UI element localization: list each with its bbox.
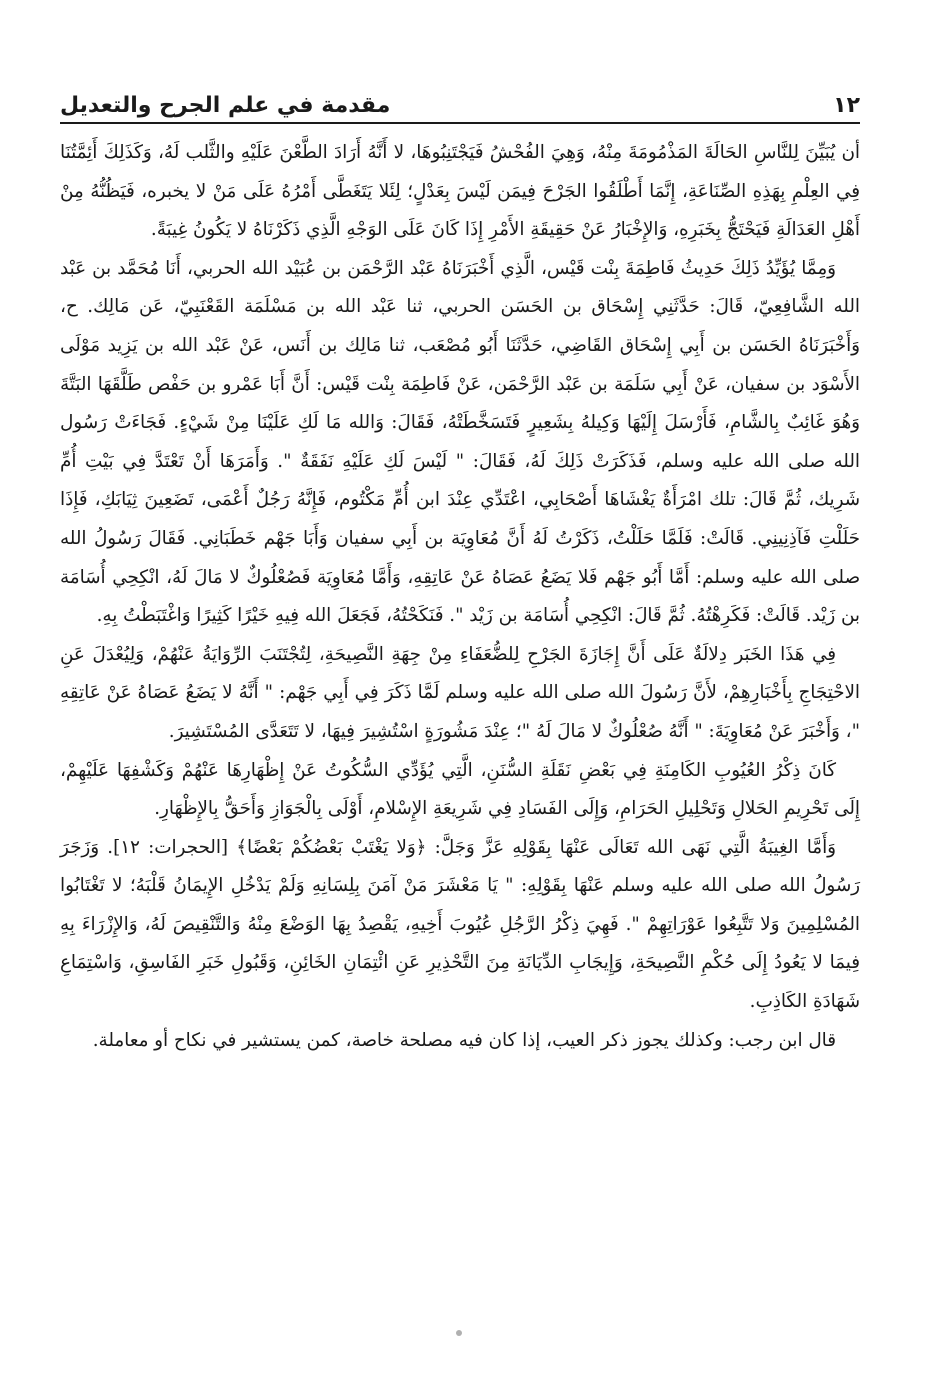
paragraph: قال ابن رجب: وكذلك يجوز ذكر العيب، إذا كان فيه مصلحة خاصة، كمن يستشير في نكاح أو معاملة. bbox=[92, 1029, 836, 1051]
paragraph: فِي هَذَا الخَبَر دِلالَةٌ عَلَى أَنَّ إِجَازَةَ الجَرْحِ لِلضُّعَفَاءِ مِنْ جِهَةِ النَّصِيحَةِ، لِتُجْتَنَبَ الرِّوَايَةُ عَنْهُمْ، وَلِيُعْدَلَ عَنِ الاحْتِجَاجِ بِأَخْبَارِهِمْ، لأَنَّ رَسُولَ الله صلى الله عليه وسلم لَمَّا ذَكَرَ فِي أَبِي جَهْم: " أَنَّهُ لا يَضَعُ عَصَاهُ عَنْ عَاتِقِهِ "، وَأَخْبَرَ عَنْ مُعَاوِيَةَ: " أَنَّهُ صُعْلُوكٌ لا مَالَ لَهُ "؛ عِنْدَ مَشُورَةٍ اسْتُشِيرَ فِيهَا، لا تَتَعَدَّى المُسْتَشِيرَ. bbox=[60, 643, 860, 742]
body-text bbox=[60, 134, 860, 1060]
running-title: مقدمة في علم الجرح والتعديل bbox=[60, 93, 391, 118]
running-header bbox=[60, 84, 860, 118]
paragraph: كَانَ ذِكْرُ العُيُوبِ الكَامِنَةِ فِي بَعْضِ نَقَلَةِ السُّنَنِ، الَّتِي يُؤَدِّي السُّكُوتُ عَنْ إِظْهَارِهَا عَنْهُمْ وَكَشْفِهَا عَلَيْهِمْ، إِلَى تَحْرِيمِ الحَلالِ وَتَحْلِيلِ الحَرَامِ، وَإِلَى الفَسَادِ فِي شَرِيعَةِ الإِسْلامِ، أَوْلَى بِالْجَوَازِ وَأَحَقُّ بِالإِظْهَارِ. bbox=[60, 759, 860, 820]
paragraph: أن يُبَيِّنَ لِلنَّاسِ الحَالَةَ المَذْمُومَةَ مِنْهُ، وَهِيَ الفُحْشُ فَيَجْتَنِبُوهَا، لا أَنَّهُ أَرَادَ الطَّعْنَ عَلَيْهِ والثَّلب لَهُ، وَكَذَلِكَ أَئِمَّتُنَا فِي العِلْمِ بِهَذِهِ الصِّنَاعَةِ، إِنَّمَا أَطْلَقُوا الجَرْحَ فِيمَن لَيْسَ بِعَدْلٍ؛ لِئَلا يَتَغَطَّى أَمْرُهُ عَلَى مَنْ لا يخبره، فَيَظُنُّهُ مِنْ أَهْلِ العَدَالَةِ فَيَحْتَجُّ بِخَبَرِهِ، وَالإِخْبَارُ عَنْ حَقِيقَةِ الأَمْرِ إِذَا كَانَ عَلَى الوَجْهِ الَّذِي ذَكَرْنَاهُ لا يَكُونُ غِيبَةً. bbox=[60, 142, 860, 241]
header-rule bbox=[60, 122, 860, 124]
scan-dot bbox=[456, 1330, 462, 1336]
paragraph: وَمِمَّا يُؤَيِّدُ ذَلِكَ حَدِيثُ فَاطِمَةَ بِنْت قَيْس، الَّذِي أَخْبَرَنَاهُ عَبْد الرَّحْمَن بن عُبَيْد الله الحربي، أَنَا مُحَمَّد بن عَبْد الله الشَّافِعِيّ، قَالَ: حَدَّثَنِي إِسْحَاق بن الحَسَن الحربي، ثنا عَبْد الله بن مَسْلَمَة القَعْنَبِيّ، عَن مَالِك. ح، وَأَخْبَرَنَاهُ الحَسَن بن أَبِي إِسْحَاق القَاضِي، حَدَّثَنَا أَبُو مُصْعَب، ثنا مَالِك بن أَنَس، عَنْ عَبْد الله بن يَزِيد مَوْلَى الأَسْوَد بن سفيان، عَنْ أَبِي سَلَمَة بن عَبْد الرَّحْمَن، عَنْ فَاطِمَة بِنْت قَيْس: أَنَّ أَبَا عَمْرو بن حَفْص طَلَّقَهَا البَتَّةَ وَهُوَ غَائِبٌ بِالشَّامِ، فَأَرْسَلَ إِلَيْهَا وَكِيلهُ بِشَعِيرٍ فَتَسَخَّطَتْهُ، فَقَالَ: وَالله مَا لَكِ عَلَيْنَا مِنْ شَيْءٍ. فَجَاءَتْ رَسُول الله صلى الله عليه وسلم، فَذَكَرَتْ ذَلِكَ لَهُ، فَقَالَ: " لَيْسَ لَكِ عَلَيْهِ نَفَقَةٌ ". وَأَمَرَهَا أَنْ تَعْتَدَّ فِي بَيْتِ أُمِّ شَرِيك، ثُمَّ قَالَ: تلك امْرَأَةٌ يَغْشَاهَا أَصْحَابِي، اعْتَدِّي عِنْدَ ابن أُمِّ مَكْتُوم، فَإِنَّهُ رَجُلٌ أَعْمَى، تَضَعِينَ ثِيَابَكِ، فَإِذَا حَلَلْتِ فَآذِنِينِي. قَالَتْ: فَلَمَّا حَلَلْتُ، ذَكَرْتُ لَهُ أَنَّ مُعَاوِيَة بن أَبِي سفيان وَأَبَا جَهْم خَطَبَانِي. فَقَالَ رَسُولُ الله صلى الله عليه وسلم: أَمَّا أَبُو جَهْم فَلا يَضَعُ عَصَاهُ عَنْ عَاتِقِهِ، وَأَمَّا مُعَاوِيَة فَصُعْلُوكٌ لا مَالَ لَهُ، انْكِحِي أُسَامَة بن زَيْد. قَالَتْ: فَكَرِهْتُهُ. ثُمَّ قَالَ: انْكِحِي أُسَامَة بن زَيْد ". فَنَكَحْتُهُ، فَجَعَلَ الله فِيهِ خَيْرًا كَثِيرًا وَاغْتَبَطْتُ بِهِ. bbox=[60, 257, 860, 627]
page-number: ١٢ bbox=[833, 93, 860, 118]
paragraph: وَأَمَّا الغِيبَةُ الَّتِي نَهَى الله تَعَالَى عَنْهَا بِقَوْلِهِ عَزَّ وَجَلَّ: ﴿وَلا يَغْتَبْ بَعْضُكُمْ بَعْضًا﴾ [الحجرات: ١٢]. وَزَجَرَ رَسُولُ الله صلى الله عليه وسلم عَنْهَا بِقَوْلِهِ: " يَا مَعْشَرَ مَنْ آمَنَ بِلِسَانِهِ وَلَمْ يَدْخُلِ الإِيمَانُ قَلْبَهُ؛ لا تَغْتَابُوا المُسْلِمِينَ وَلا تَتَّبِعُوا عَوْرَاتِهِمْ ". فَهِيَ ذِكْرُ الرَّجُلِ عُيُوبَ أَخِيهِ، يَقْصِدُ بِهَا الوَضْعَ مِنْهُ وَالتَّنْقِيصَ لَهُ، وَالإِزْرَاءَ بِهِ فِيمَا لا يَعُودُ إِلَى حُكْمِ النَّصِيحَةِ، وَإِيجَابِ الدِّيَانَةِ مِنَ التَّحْذِيرِ عَنِ ائْتِمَانِ الخَائِنِ، وَقَبُولِ خَبَرِ الفَاسِقِ، وَاسْتِمَاعِ شَهَادَةِ الكَاذِبِ. bbox=[60, 836, 860, 1013]
